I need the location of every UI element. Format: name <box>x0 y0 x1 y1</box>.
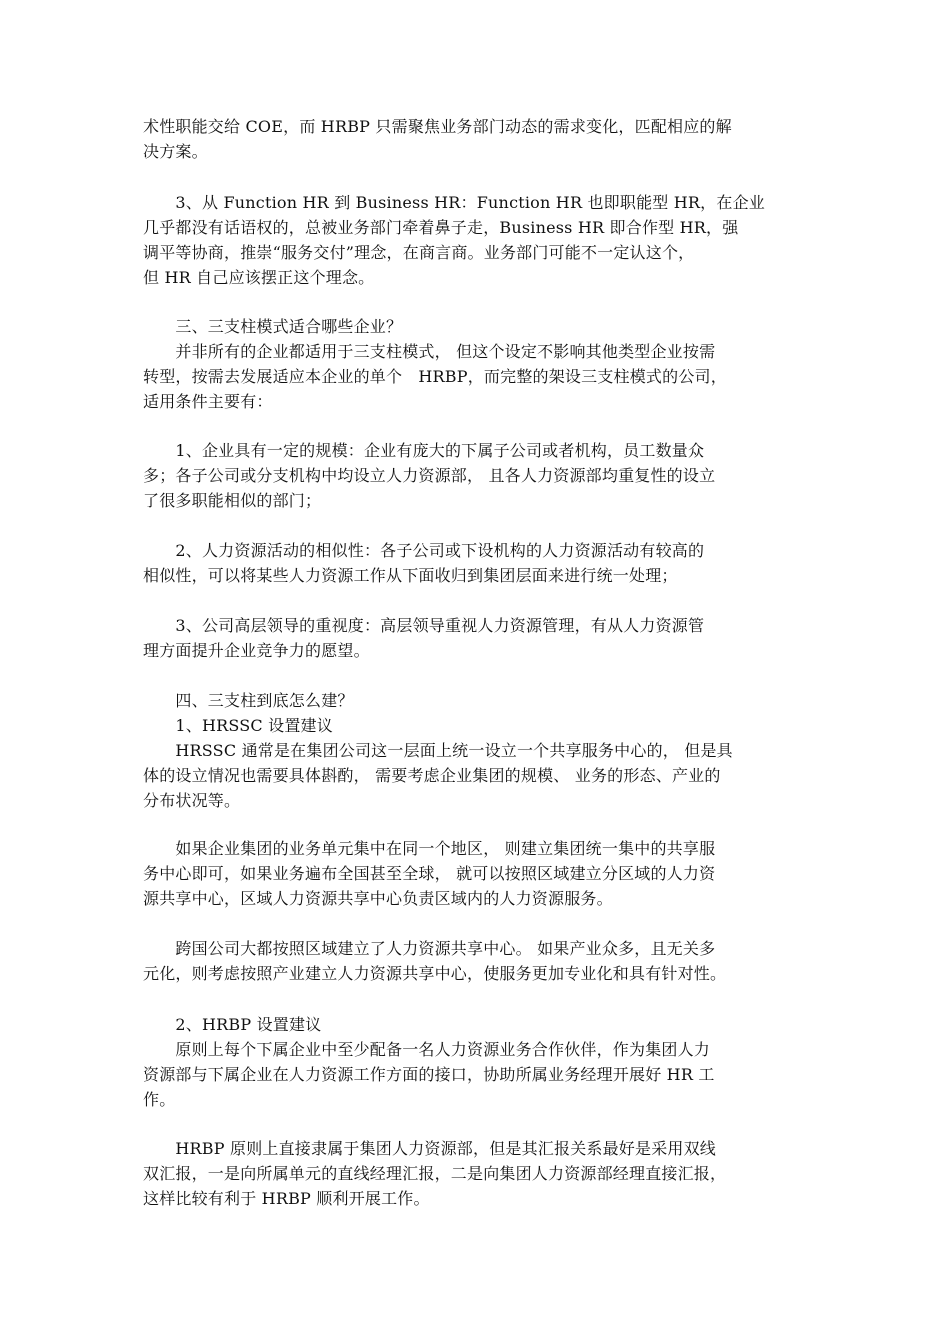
paragraph-condition-scale <box>143 438 808 513</box>
text-line: 作。 <box>143 1090 176 1109</box>
section-heading: 三、三支柱模式适合哪些企业？ <box>143 317 403 336</box>
text-line: 多；各子公司或分支机构中均设立人力资源部， 且各人力资源部均重复性的设立 <box>143 466 716 485</box>
paragraph-condition-leadership <box>143 613 808 663</box>
subsection-heading: 1、HRSSC 设置建议 <box>143 716 333 735</box>
paragraph-hrbp-reporting <box>143 1136 808 1211</box>
text-line: 1、企业具有一定的规模：企业有庞大的下属子公司或者机构，员工数量众 <box>143 441 705 460</box>
text-line: HRSSC 通常是在集团公司这一层面上统一设立一个共享服务中心的， 但是具 <box>143 741 733 760</box>
section-hrbp-setup <box>143 1012 808 1112</box>
text-line: 跨国公司大都按照区域建立了人力资源共享中心。 如果产业众多，且无关多 <box>143 939 716 958</box>
text-line: 几乎都没有话语权的，总被业务部门牵着鼻子走，Business HR 即合作型 HR，强 <box>143 218 739 237</box>
text-line: 分布状况等。 <box>143 791 241 810</box>
text-line: 相似性，可以将某些人力资源工作从下面收归到集团层面来进行统一处理； <box>143 566 678 585</box>
section-heading: 四、三支柱到底怎么建？ <box>143 691 354 710</box>
text-line: 元化，则考虑按照产业建立人力资源共享中心，使服务更加专业化和具有针对性。 <box>143 964 727 983</box>
text-line: 体的设立情况也需要具体斟酌， 需要考虑企业集团的规模、 业务的形态、产业的 <box>143 766 721 785</box>
section-three-pillars-suitability <box>143 314 808 414</box>
text-line: 决方案。 <box>143 142 208 161</box>
text-line: 源共享中心，区域人力资源共享中心负责区域内的人力资源服务。 <box>143 889 613 908</box>
text-line: 这样比较有利于 HRBP 顺利开展工作。 <box>143 1189 430 1208</box>
text-line: 理方面提升企业竞争力的愿望。 <box>143 641 370 660</box>
paragraph-coe-conclusion <box>143 114 808 164</box>
text-line: 资源部与下属企业在人力资源工作方面的接口，协助所属业务经理开展好 HR 工 <box>143 1065 715 1084</box>
text-line: 但 HR 自己应该摆正这个理念。 <box>143 268 375 287</box>
text-line: 3、公司高层领导的重视度：高层领导重视人力资源管理，有从人力资源管 <box>143 616 705 635</box>
text-line: 3、从 Function HR 到 Business HR：Function HR 也即职能型 HR，在企业 <box>143 193 765 212</box>
text-line: HRBP 原则上直接隶属于集团人力资源部，但是其汇报关系最好是采用双线 <box>143 1139 717 1158</box>
paragraph-regional-ssc <box>143 836 808 911</box>
section-how-to-build <box>143 688 808 813</box>
subsection-heading: 2、HRBP 设置建议 <box>143 1015 322 1034</box>
text-line: 术性职能交给 COE，而 HRBP 只需聚焦业务部门动态的需求变化，匹配相应的解 <box>143 117 732 136</box>
text-line: 原则上每个下属企业中至少配备一名人力资源业务合作伙伴，作为集团人力 <box>143 1040 711 1059</box>
text-line: 2、人力资源活动的相似性：各子公司或下设机构的人力资源活动有较高的 <box>143 541 705 560</box>
paragraph-multinational-ssc <box>143 936 808 986</box>
text-line: 如果企业集团的业务单元集中在同一个地区， 则建立集团统一集中的共享服 <box>143 839 716 858</box>
text-line: 调平等协商，推崇“服务交付”理念，在商言商。业务部门可能不一定认这个， <box>143 243 695 262</box>
text-line: 务中心即可，如果业务遍布全国甚至全球， 就可以按照区域建立分区域的人力资 <box>143 864 716 883</box>
text-line: 转型，按需去发展适应本企业的单个 HRBP，而完整的架设三支柱模式的公司， <box>143 367 727 386</box>
paragraph-function-to-business-hr <box>143 190 808 290</box>
text-line: 适用条件主要有： <box>143 392 273 411</box>
text-line: 双汇报，一是向所属单元的直线经理汇报，二是向集团人力资源部经理直接汇报， <box>143 1164 727 1183</box>
text-line: 了很多职能相似的部门； <box>143 491 322 510</box>
text-line: 并非所有的企业都适用于三支柱模式， 但这个设定不影响其他类型企业按需 <box>143 342 716 361</box>
paragraph-condition-similarity <box>143 538 808 588</box>
